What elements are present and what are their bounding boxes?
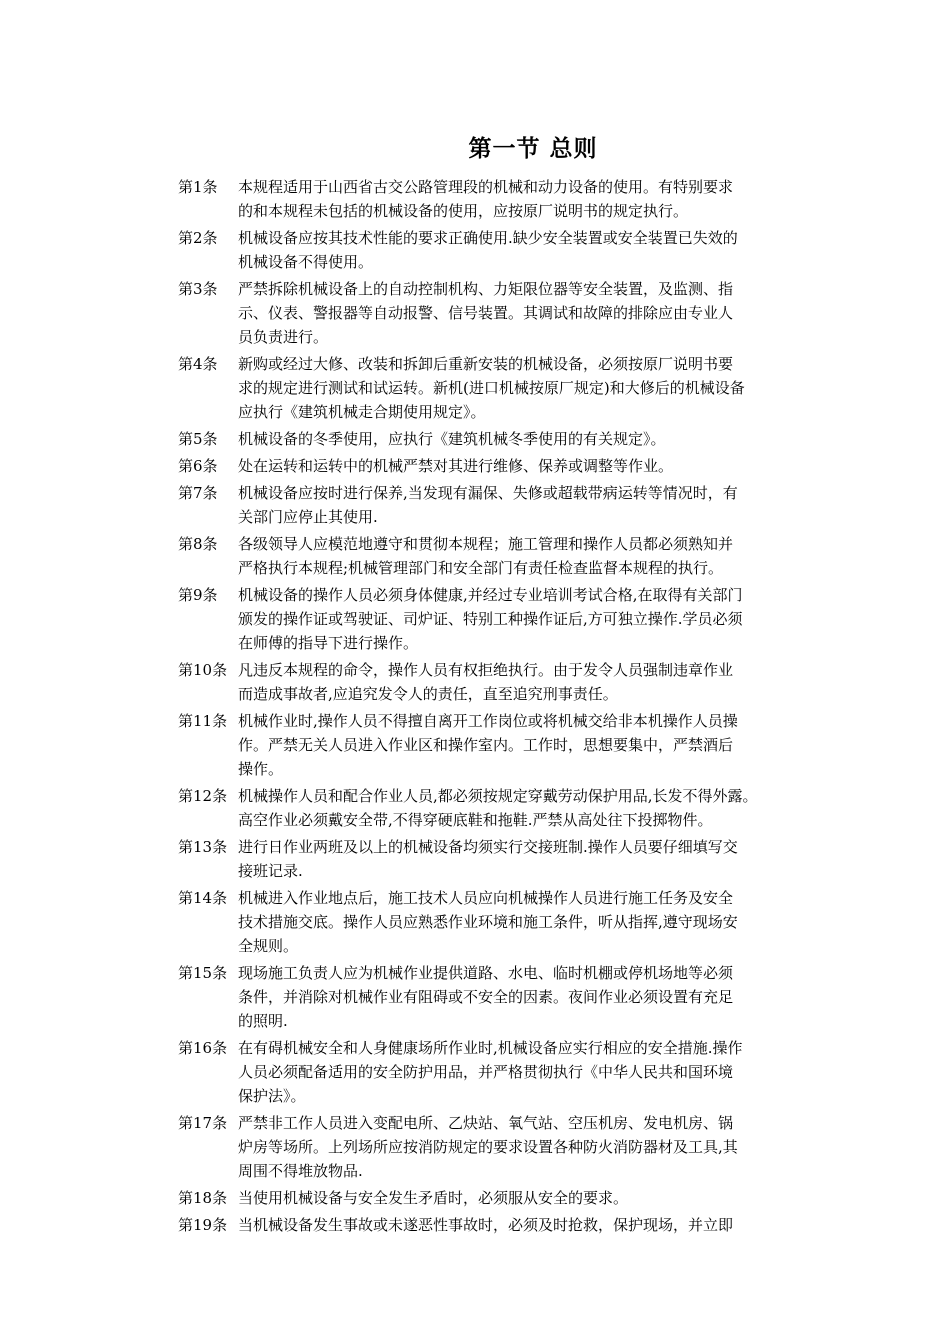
article-line: 机械设备不得使用。 [238, 253, 374, 271]
article-number: 第15条 [178, 964, 228, 982]
article [178, 961, 818, 1033]
article-line: 当机械设备发生事故或未遂恶性事故时，必须及时抢救，保护现场，并立即 [238, 1216, 734, 1234]
article-text [238, 784, 818, 832]
article-line: 高空作业必须戴安全带,不得穿硬底鞋和拖鞋.严禁从高处往下投掷物件。 [238, 811, 713, 829]
article-text [238, 226, 818, 274]
article-list [178, 175, 818, 1240]
article-text [238, 961, 818, 1033]
article-text [238, 835, 818, 883]
article-line: 严禁拆除机械设备上的自动控制机构、力矩限位器等安全装置，及监测、指 [238, 280, 734, 298]
article-line: 人员必须配备适用的安全防护用品，并严格贯彻执行《中华人民共和国环境 [238, 1063, 734, 1081]
article-line: 接班记录. [238, 862, 303, 880]
article-line: 操作。 [238, 760, 284, 778]
article-line: 在有碍机械安全和人身健康场所作业时,机械设备应实行相应的安全措施.操作 [238, 1039, 743, 1057]
article [178, 583, 818, 655]
article-number: 第18条 [178, 1189, 228, 1207]
article-text [238, 175, 818, 223]
article-line: 求的规定进行测试和试运转。新机(进口机械按原厂规定)和大修后的机械设备 [238, 379, 745, 397]
article-text [238, 658, 818, 706]
article [178, 454, 818, 478]
article-line: 机械设备的操作人员必须身体健康,并经过专业培训考试合格,在取得有关部门 [238, 586, 743, 604]
article-text [238, 532, 818, 580]
article-text [238, 1111, 818, 1183]
article-text [238, 427, 818, 451]
article-number: 第17条 [178, 1114, 228, 1132]
article-number: 第16条 [178, 1039, 228, 1057]
article [178, 1186, 818, 1210]
article [178, 532, 818, 580]
article-number: 第1条 [178, 178, 218, 196]
article-line: 作。严禁无关人员进入作业区和操作室内。工作时，思想要集中，严禁酒后 [238, 736, 734, 754]
article-number: 第9条 [178, 586, 218, 604]
article-line: 机械设备应按时进行保养,当发现有漏保、失修或超载带病运转等情况时，有 [238, 484, 738, 502]
article-line: 严格执行本规程;机械管理部门和安全部门有责任检查监督本规程的执行。 [238, 559, 724, 577]
article-text [238, 886, 818, 958]
article [178, 427, 818, 451]
article [178, 277, 818, 349]
article-line: 条件，并消除对机械作业有阻碍或不安全的因素。夜间作业必须设置有充足 [238, 988, 734, 1006]
article-text [238, 583, 818, 655]
article-number: 第7条 [178, 484, 218, 502]
article-number: 第10条 [178, 661, 228, 679]
article-line: 关部门应停止其使用. [238, 508, 378, 526]
article-line: 进行日作业两班及以上的机械设备均须实行交接班制.操作人员要仔细填写交 [238, 838, 738, 856]
article-line: 各级领导人应模范地遵守和贯彻本规程；施工管理和操作人员都必须熟知并 [238, 535, 734, 553]
article [178, 1111, 818, 1183]
article-number: 第19条 [178, 1216, 228, 1234]
article-line: 机械作业时,操作人员不得擅自离开工作岗位或将机械交给非本机操作人员操 [238, 712, 738, 730]
article-line: 的照明. [238, 1012, 288, 1030]
article-line: 的和本规程未包括的机械设备的使用，应按原厂说明书的规定执行。 [238, 202, 689, 220]
article-line: 示、仪表、警报器等自动报警、信号装置。其调试和故障的排除应由专业人 [238, 304, 734, 322]
article-text [238, 709, 818, 781]
article-line: 员负责进行。 [238, 328, 329, 346]
article-line: 保护法》。 [238, 1087, 306, 1105]
article-line: 机械操作人员和配合作业人员,都必须按规定穿戴劳动保护用品,长发不得外露。 [238, 787, 758, 805]
article [178, 352, 818, 424]
article-line: 凡违反本规程的命令，操作人员有权拒绝执行。由于发令人员强制违章作业 [238, 661, 734, 679]
article-number: 第11条 [178, 712, 228, 730]
article [178, 226, 818, 274]
section-title: 第一节 总则 [468, 135, 598, 162]
article-line: 严禁非工作人员进入变配电所、乙炔站、氧气站、空压机房、发电机房、锅 [238, 1114, 734, 1132]
article-text [238, 352, 818, 424]
article [178, 784, 818, 832]
article-number: 第14条 [178, 889, 228, 907]
article [178, 1036, 818, 1108]
article [178, 1213, 818, 1237]
article-line: 技术措施交底。操作人员应熟悉作业环境和施工条件，听从指挥,遵守现场安 [238, 913, 738, 931]
article-number: 第8条 [178, 535, 218, 553]
article-line: 周围不得堆放物品. [238, 1162, 363, 1180]
article-text [238, 277, 818, 349]
article [178, 886, 818, 958]
article-text [238, 1213, 818, 1237]
article-line: 本规程适用于山西省古交公路管理段的机械和动力设备的使用。有特别要求 [238, 178, 734, 196]
article-number: 第12条 [178, 787, 228, 805]
article [178, 481, 818, 529]
article-text [238, 481, 818, 529]
article-text [238, 1036, 818, 1108]
article [178, 835, 818, 883]
article-line: 机械设备应按其技术性能的要求正确使用.缺少安全装置或安全装置已失效的 [238, 229, 738, 247]
article-line: 现场施工负责人应为机械作业提供道路、水电、临时机棚或停机场地等必须 [238, 964, 734, 982]
article-line: 在师傅的指导下进行操作。 [238, 634, 419, 652]
article-line: 颁发的操作证或驾驶证、司炉证、特别工种操作证后,方可独立操作.学员必须 [238, 610, 743, 628]
article-number: 第4条 [178, 355, 218, 373]
article-text [238, 454, 818, 478]
article-line: 全规则。 [238, 937, 299, 955]
article-number: 第2条 [178, 229, 218, 247]
article-line: 机械进入作业地点后，施工技术人员应向机械操作人员进行施工任务及安全 [238, 889, 734, 907]
article [178, 658, 818, 706]
article-line: 而造成事故者,应追究发令人的责任，直至追究刑事责任。 [238, 685, 618, 703]
article-line: 炉房等场所。上列场所应按消防规定的要求设置各种防火消防器材及工具,其 [238, 1138, 738, 1156]
article-line: 新购或经过大修、改装和拆卸后重新安装的机械设备，必须按原厂说明书要 [238, 355, 734, 373]
article-number: 第13条 [178, 838, 228, 856]
article-number: 第6条 [178, 457, 218, 475]
article-line: 处在运转和运转中的机械严禁对其进行维修、保养或调整等作业。 [238, 457, 674, 475]
article [178, 175, 818, 223]
article [178, 709, 818, 781]
article-line: 机械设备的冬季使用，应执行《建筑机械冬季使用的有关规定》。 [238, 430, 666, 448]
article-line: 当使用机械设备与安全发生矛盾时，必须服从安全的要求。 [238, 1189, 629, 1207]
article-line: 应执行《建筑机械走合期使用规定》。 [238, 403, 486, 421]
article-number: 第5条 [178, 430, 218, 448]
article-number: 第3条 [178, 280, 218, 298]
article-text [238, 1186, 818, 1210]
